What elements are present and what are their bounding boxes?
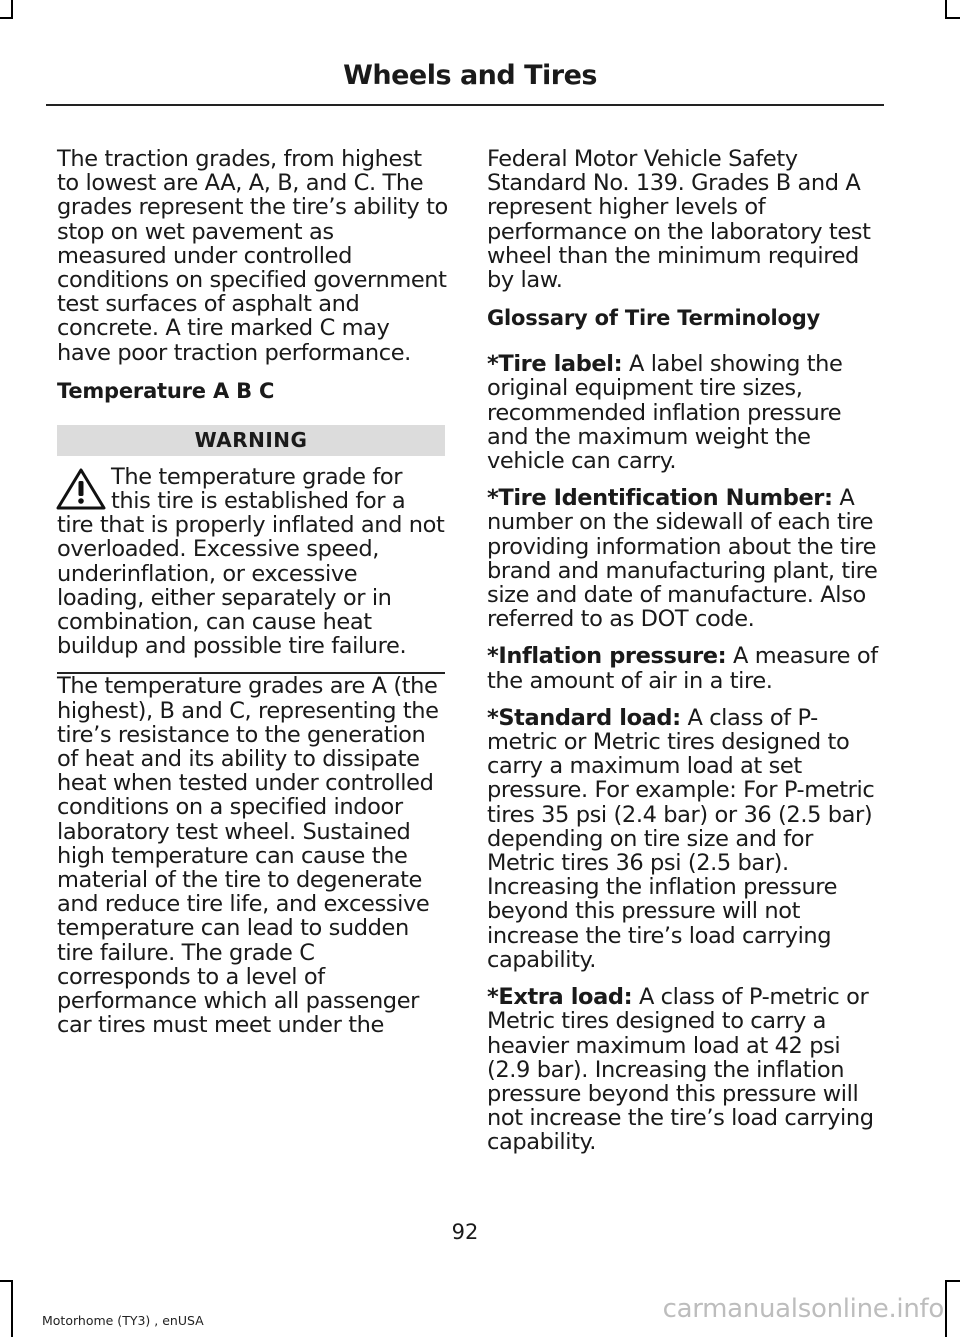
glossary-term: *Tire Identification Number: (487, 485, 833, 512)
warning-triangle-icon (55, 467, 107, 511)
glossary-term: *Standard load: (487, 704, 681, 731)
warning-box (57, 465, 445, 675)
glossary-entry (487, 486, 883, 631)
warning-label: WARNING (57, 425, 445, 456)
glossary-heading: Glossary of Tire Terminology (487, 306, 821, 331)
temperature-heading: Temperature A B C (57, 378, 275, 403)
crop-mark-top-left-h (0, 17, 13, 19)
standard-paragraph: Federal Motor Vehicle Safety Standard No. 139. Grades B and A represent higher levels of performance on the laboratory test wheel than the minimum required by law. (487, 146, 871, 294)
glossary-entry (487, 985, 883, 1154)
glossary-term: *Extra load: (487, 984, 633, 1011)
watermark[interactable]: carmanualsonline.info (662, 1294, 944, 1324)
traction-paragraph: The traction grades, from highest to lowest are AA, A, B, and C. The grades represent the tire’s ability to stop on wet pavement as measured under controlled conditions on specified government test surfaces of asphalt and concrete. A tire marked C may have poor traction performance. (57, 146, 448, 366)
crop-mark-top-right-h (945, 17, 960, 19)
glossary-definition: A number on the sidewall of each tire providing information about the tire brand and manufacturing plant, tire size and date of manufacture. Also referred to as DOT code. (487, 485, 878, 633)
glossary-entry (487, 706, 883, 972)
glossary-definition: A measure of the amount of air in a tire. (487, 643, 878, 694)
right-column (487, 147, 883, 1168)
glossary-definition: A class of P-metric or Metric tires designed to carry a heavier maximum load at 42 psi (2.9 bar). Increasing the inflation pressure beyond this pressure will not increase the tire’s load carrying capability. (487, 984, 874, 1156)
page-title: Wheels and Tires (343, 60, 597, 91)
glossary-definition: A label showing the original equipment tire sizes, recommended inflation pressure and the maximum weight the vehicle can carry. (487, 351, 843, 475)
page-number: 92 (451, 1220, 479, 1244)
crop-mark-bottom-right-v (945, 1280, 947, 1337)
crop-mark-bottom-left-v (11, 1280, 13, 1337)
glossary-entry (487, 352, 883, 473)
warning-text: The temperature grade for this tire is established for a tire that is properly inflated and not overloaded. Excessive speed, underinflation, or excessive loading, either separately or in combination, can cause heat buildup and possible tire failure. (57, 463, 445, 660)
crop-mark-bottom-right-h (945, 1280, 960, 1282)
crop-mark-bottom-left-h (0, 1280, 13, 1282)
glossary-definition: A class of P-metric or Metric tires designed to carry a maximum load at set pressure. For example: For P-metric tires 35 psi (2.4 bar) or 36 (2.5 bar) depending on tire size and for Metric tires 36 psi (2.5 bar). Increasing the inflation pressure beyond this pressure will not increase the tire’s load carrying capability. (487, 704, 875, 973)
glossary-entry (487, 644, 883, 692)
left-column (57, 147, 449, 1051)
glossary-term: *Inflation pressure: (487, 643, 727, 670)
footer-text: Motorhome (TY3) , enUSA (42, 1313, 204, 1328)
temperature-paragraph: The temperature grades are A (the highest), B and C, representing the tire’s resistance to the generation of heat and its ability to dissipate heat when tested under controlled conditions on a specified indoor laboratory test wheel. Sustained high temperature can cause the material of the tire to degenerate and reduce tire life, and excessive temperature can lead to sudden tire failure. The grade C corresponds to a level of performance which all passenger car tires must meet under the (57, 673, 439, 1039)
glossary-term: *Tire label: (487, 351, 623, 378)
header-rule (46, 104, 884, 106)
